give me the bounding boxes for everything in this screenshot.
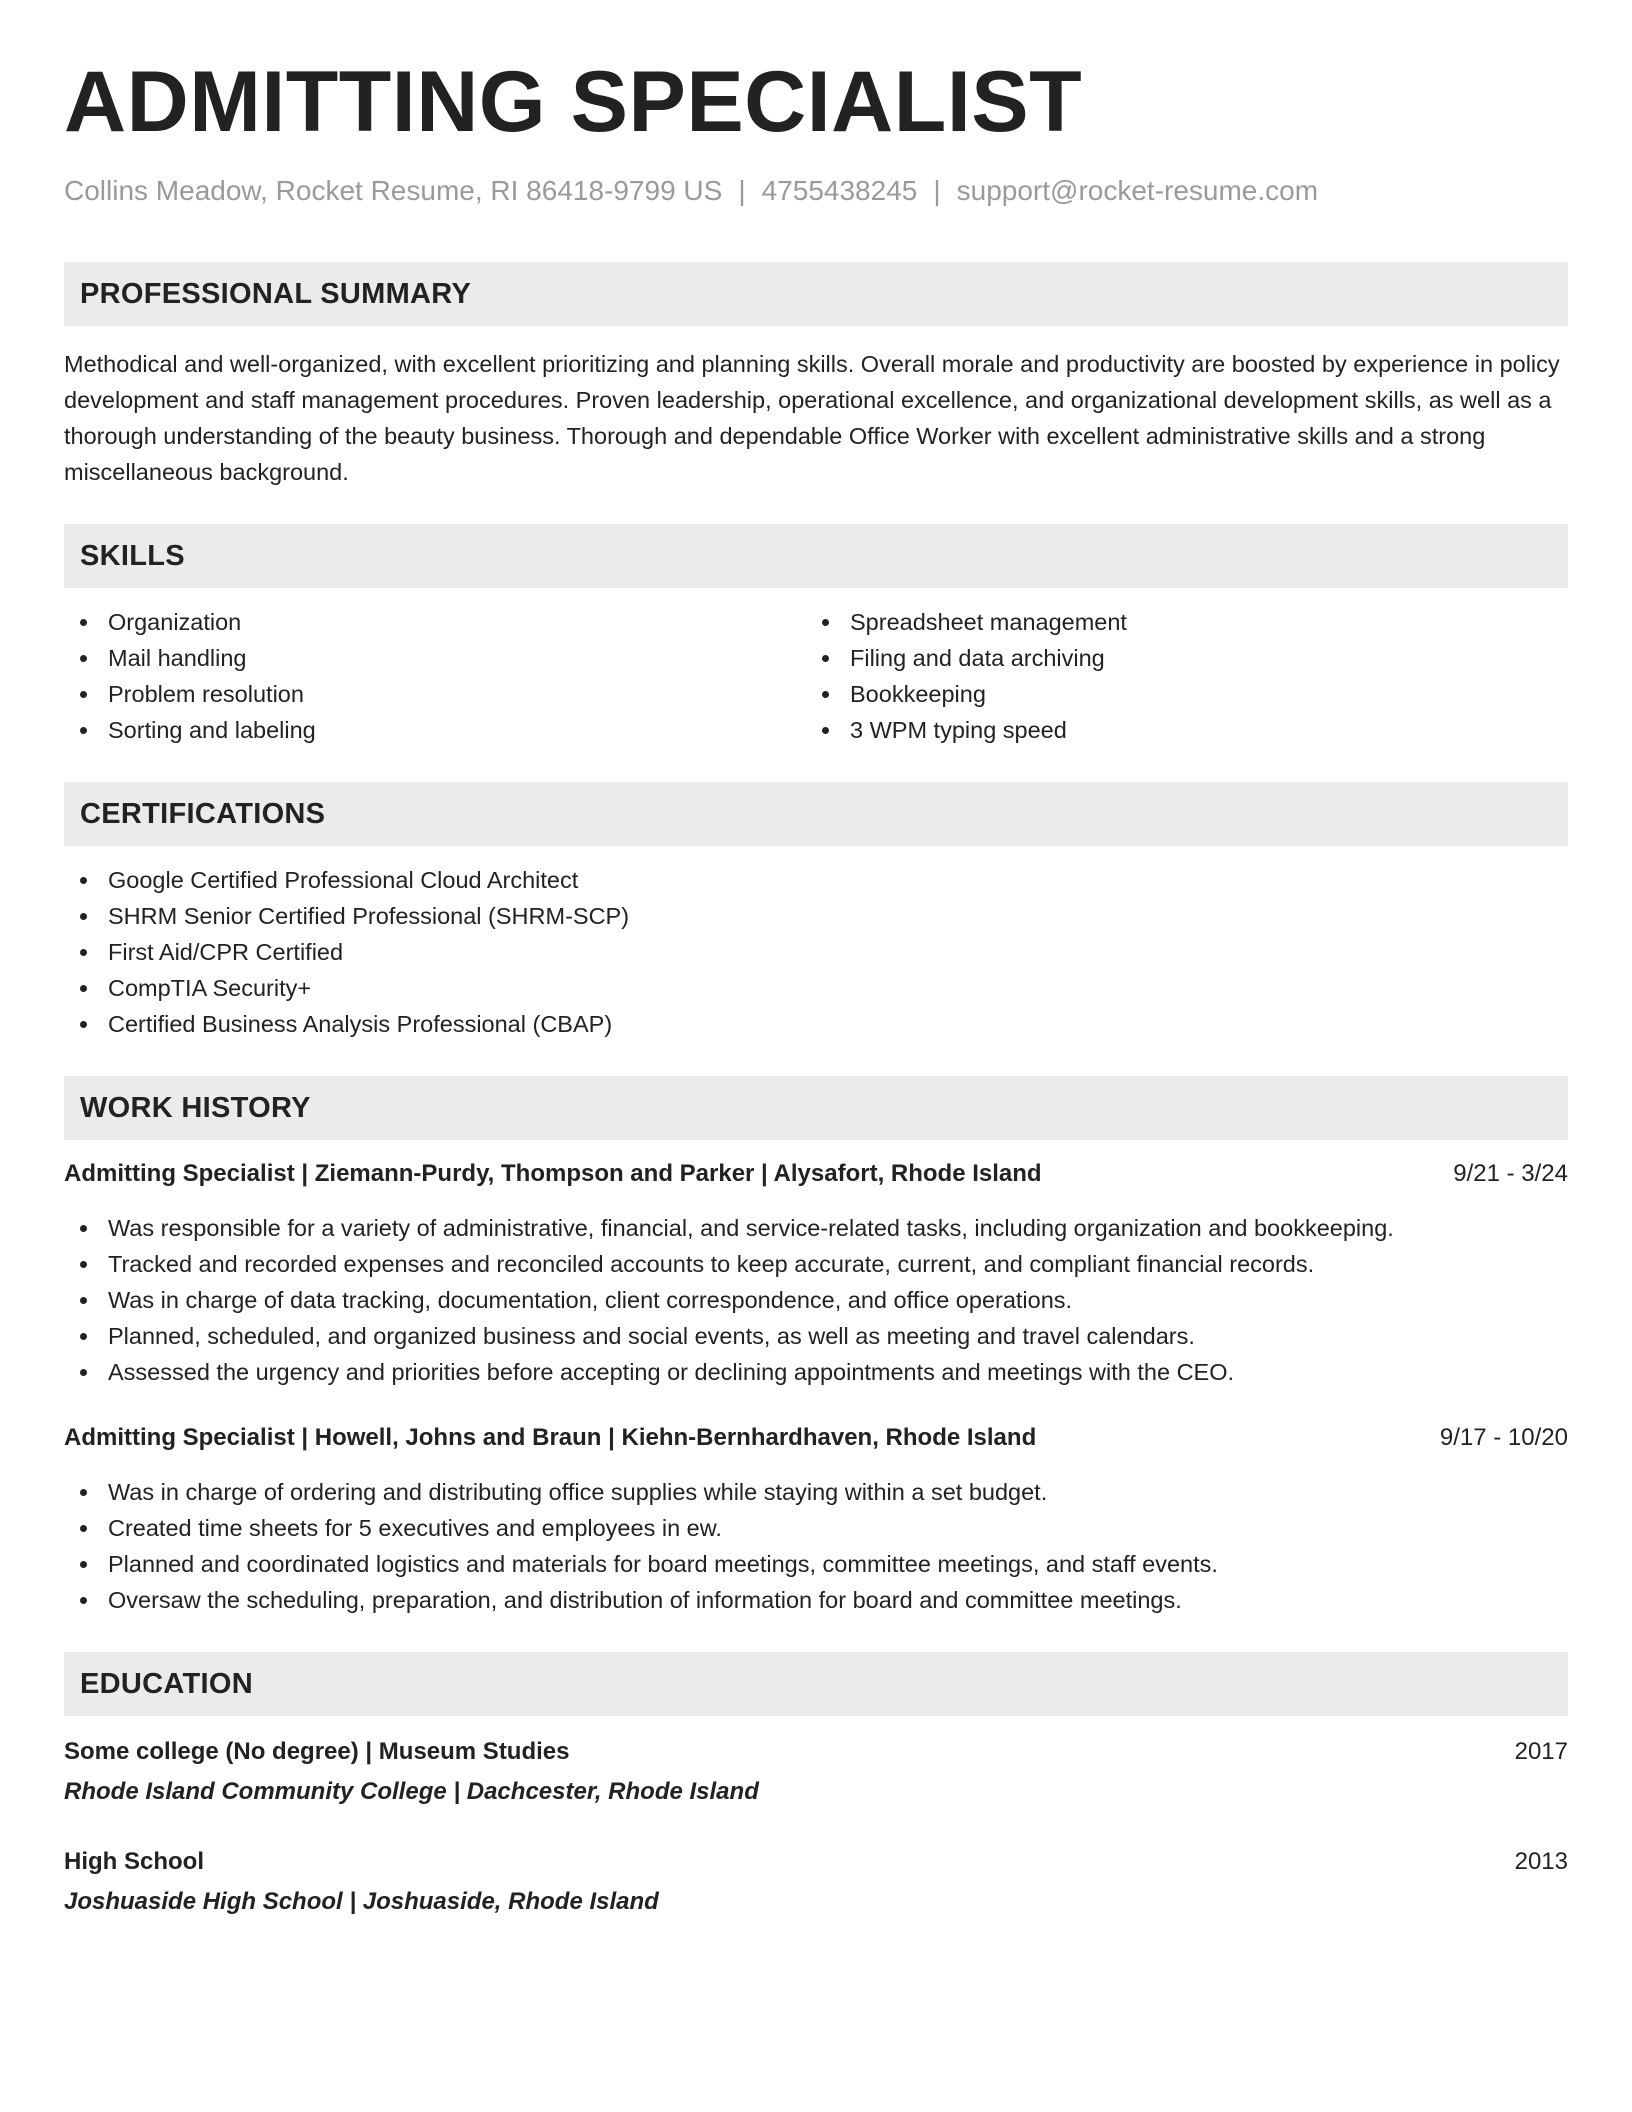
section-title: EDUCATION: [80, 1667, 253, 1700]
education-row: [64, 1844, 1568, 1880]
skill-item: Spreadsheet management: [806, 604, 1548, 640]
education-degree: Some college (No degree) | Museum Studies: [64, 1738, 570, 1765]
summary-text: Methodical and well-organized, with excellent prioritizing and planning skills. Overall morale and productivity are boosted by experience in policy development and staff management procedures. Proven leadership, operational excellence, and organizational development skills, as well as a thorough understanding of the beauty business. Thorough and dependable Office Worker with excellent administrative skills and a strong miscellaneous background.: [64, 351, 1560, 485]
job-title-row: [64, 1156, 1568, 1192]
education-degree: High School: [64, 1848, 204, 1875]
section-title: WORK HISTORY: [80, 1091, 311, 1124]
skills-grid: [64, 604, 1568, 748]
section-title: CERTIFICATIONS: [80, 797, 326, 830]
skill-item: Filing and data archiving: [806, 640, 1548, 676]
section-title: PROFESSIONAL SUMMARY: [80, 277, 472, 310]
contact-separator: |: [933, 175, 941, 206]
job-title: Admitting Specialist | Howell, Johns and Braun | Kiehn-Bernhardhaven, Rhode Island: [64, 1424, 1037, 1451]
section-header-certifications: [64, 782, 1568, 846]
skill-item: Bookkeeping: [806, 676, 1548, 712]
job-dates: 9/17 - 10/20: [1439, 1424, 1568, 1451]
contact-line: [64, 174, 1568, 208]
section-header-skills: [64, 524, 1568, 588]
section-header-work-history: [64, 1076, 1568, 1140]
skill-item: Problem resolution: [64, 676, 806, 712]
job-bullet: Was in charge of data tracking, documentation, client correspondence, and office operations.: [64, 1282, 1568, 1318]
job-bullet: Was in charge of ordering and distributing office supplies while staying within a set budget.: [64, 1474, 1568, 1510]
skill-item: Sorting and labeling: [64, 712, 806, 748]
job-title: Admitting Specialist | Ziemann-Purdy, Thompson and Parker | Alysafort, Rhode Island: [64, 1160, 1042, 1187]
education-school: Joshuaside High School | Joshuaside, Rhode Island: [64, 1888, 659, 1915]
section-title: SKILLS: [80, 539, 185, 572]
job-title-row: [64, 1420, 1568, 1456]
job-bullet: Assessed the urgency and priorities before accepting or declining appointments and meetings with the CEO.: [64, 1354, 1568, 1390]
section-header-summary: [64, 262, 1568, 326]
job-bullet: Was responsible for a variety of administrative, financial, and service-related tasks, including organization and bookkeeping.: [64, 1210, 1568, 1246]
skills-column-right: [806, 604, 1548, 748]
education-year: 2017: [1514, 1738, 1568, 1765]
contact-phone: 4755438245: [761, 175, 918, 206]
certification-item: SHRM Senior Certified Professional (SHRM-SCP): [64, 898, 1568, 934]
contact-separator: |: [738, 175, 746, 206]
job-dates: 9/21 - 3/24: [1453, 1160, 1568, 1187]
job-bullet: Planned, scheduled, and organized business and social events, as well as meeting and travel calendars.: [64, 1318, 1568, 1354]
certification-item: First Aid/CPR Certified: [64, 934, 1568, 970]
certifications-list: [64, 862, 1568, 1042]
education-year: 2013: [1514, 1848, 1568, 1875]
candidate-name: ADMITTING SPECIALIST: [64, 54, 1083, 150]
certification-item: Certified Business Analysis Professional (CBAP): [64, 1006, 1568, 1042]
job-bullets: [64, 1474, 1568, 1618]
section-header-education: [64, 1652, 1568, 1716]
job-bullet: Created time sheets for 5 executives and employees in ew.: [64, 1510, 1568, 1546]
job-bullet: Tracked and recorded expenses and reconciled accounts to keep accurate, current, and compliant financial records.: [64, 1246, 1568, 1282]
job-bullet: Planned and coordinated logistics and materials for board meetings, committee meetings, and staff events.: [64, 1546, 1568, 1582]
job-bullets: [64, 1210, 1568, 1390]
job-bullet: Oversaw the scheduling, preparation, and distribution of information for board and committee meetings.: [64, 1582, 1568, 1618]
skill-item: 3 WPM typing speed: [806, 712, 1548, 748]
contact-address: Collins Meadow, Rocket Resume, RI 86418-9799 US: [64, 175, 723, 206]
contact-email: support@rocket-resume.com: [956, 175, 1319, 206]
skills-column-left: [64, 604, 806, 748]
certification-item: Google Certified Professional Cloud Architect: [64, 862, 1568, 898]
certification-item: CompTIA Security+: [64, 970, 1568, 1006]
skill-item: Organization: [64, 604, 806, 640]
education-row: [64, 1734, 1568, 1770]
education-school: Rhode Island Community College | Dachcester, Rhode Island: [64, 1778, 759, 1805]
skill-item: Mail handling: [64, 640, 806, 676]
